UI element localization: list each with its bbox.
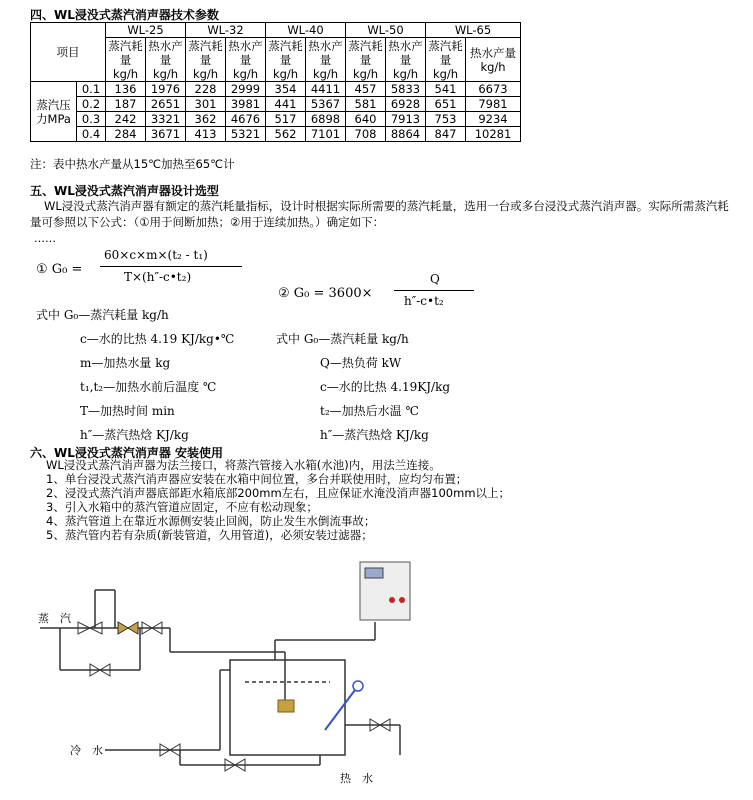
table-cell: 354 (266, 82, 306, 97)
steam-label: 蒸 汽 (38, 613, 71, 625)
def-right: Q—热负荷 kW (320, 356, 402, 370)
formula1-numerator: 60×c×m×(t₂ - t₁) (104, 248, 208, 262)
def-right: h″—蒸汽热焓 KJ/kg (320, 428, 429, 442)
def-right: t₂—加热后水温 ℃ (320, 404, 419, 418)
table-cell: 562 (266, 127, 306, 142)
col-steam: 蒸汽耗量kg/h (186, 38, 226, 82)
table-cell: 3671 (146, 127, 186, 142)
formula1-fraction-bar (100, 266, 242, 267)
def-left: t₁,t₂—加热水前后温度 ℃ (80, 380, 217, 394)
formula2-numerator: Q (430, 272, 440, 286)
def-left: h″—蒸汽热焓 KJ/kg (80, 428, 189, 442)
model-header: WL-65 (426, 23, 521, 38)
table-cell: 7981 (466, 97, 521, 112)
table-cell: 5321 (226, 127, 266, 142)
table-cell: 3321 (146, 112, 186, 127)
model-header: WL-40 (266, 23, 346, 38)
table-cell: 6928 (386, 97, 426, 112)
table-cell: 581 (346, 97, 386, 112)
installation-diagram (20, 560, 440, 790)
table-cell: 6673 (466, 82, 521, 97)
table-note: 注：表中热水产量从15℃加热至65℃计 (30, 157, 235, 171)
ellipsis: …… (34, 232, 56, 245)
model-header: WL-25 (106, 23, 186, 38)
control-display (365, 568, 383, 578)
def-left: 式中 G₀—蒸汽耗量 kg/h (36, 308, 169, 322)
table-cell: 441 (266, 97, 306, 112)
table-cell: 242 (106, 112, 146, 127)
def-left: c—水的比热 4.19 KJ/kg•℃ (80, 332, 235, 346)
install-item: 2、浸没式蒸汽消声器底部距水箱底部200mm左右，且应保证水淹没消声器100mm以上； (46, 486, 511, 500)
pressure-cell: 0.4 (77, 127, 106, 142)
table-cell: 3981 (226, 97, 266, 112)
table-cell: 301 (186, 97, 226, 112)
col-water: 热水产量kg/h (226, 38, 266, 82)
table-cell: 7101 (306, 127, 346, 142)
table-cell: 5367 (306, 97, 346, 112)
pressure-cell: 0.2 (77, 97, 106, 112)
col-steam: 蒸汽耗量kg/h (346, 38, 386, 82)
section6-title: 六、WL浸没式蒸汽消声器 安装使用 (30, 446, 224, 460)
item-header: 项目 (31, 23, 106, 82)
table-cell: 413 (186, 127, 226, 142)
table-cell: 10281 (466, 127, 521, 142)
table-cell: 4676 (226, 112, 266, 127)
table-cell: 228 (186, 82, 226, 97)
table-cell: 136 (106, 82, 146, 97)
table-cell: 187 (106, 97, 146, 112)
indicator-light (399, 597, 405, 603)
col-water: 热水产量kg/h (306, 38, 346, 82)
table-cell: 457 (346, 82, 386, 97)
formula1-label: ① G₀ = (36, 262, 83, 277)
table-cell: 517 (266, 112, 306, 127)
model-header: WL-50 (346, 23, 426, 38)
def-left: m—加热水量 kg (80, 356, 171, 370)
indicator-light (389, 597, 395, 603)
spec-table (30, 22, 521, 142)
table-cell: 2651 (146, 97, 186, 112)
table-cell: 847 (426, 127, 466, 142)
hot-water-label: 热 水 (340, 773, 373, 785)
thermometer-icon (353, 681, 363, 691)
cold-water-label: 冷 水 (70, 745, 103, 757)
table-cell: 8864 (386, 127, 426, 142)
model-header: WL-32 (186, 23, 266, 38)
table-cell: 5833 (386, 82, 426, 97)
install-item: 3、引入水箱中的蒸汽管道应固定，不应有松动现象； (46, 500, 318, 514)
section5-title: 五、WL浸没式蒸汽消声器设计选型 (30, 184, 219, 198)
section5-paragraph: WL浸没式蒸汽消声器有额定的蒸汽耗量指标，设计时根据实际所需要的蒸汽耗量，选用一台或多台浸没式蒸汽消声器。实际所需蒸汽耗量可参照以下公式：（①用于间断加热；②用于连续加热。）确定如下： (30, 199, 729, 229)
pressure-cell: 0.3 (77, 112, 106, 127)
install-item: 4、蒸汽管道上在靠近水源侧安装止回阀，防止发生水倒流事故； (46, 514, 376, 528)
install-item: 5、蒸汽管内若有杂质(新装管道，久用管道)，必须安装过滤器； (46, 528, 373, 542)
table-cell: 541 (426, 82, 466, 97)
solenoid-valve-icon (118, 622, 128, 634)
table-cell: 7913 (386, 112, 426, 127)
col-steam: 蒸汽耗量kg/h (426, 38, 466, 82)
formula2-fraction-bar (394, 290, 474, 291)
table-cell: 9234 (466, 112, 521, 127)
table-cell: 284 (106, 127, 146, 142)
row-header: 蒸汽压力MPa (31, 82, 77, 142)
table-cell: 2999 (226, 82, 266, 97)
table-cell: 651 (426, 97, 466, 112)
table-cell: 708 (346, 127, 386, 142)
col-water: 热水产量kg/h (146, 38, 186, 82)
def-right: c—水的比热 4.19KJ/kg (320, 380, 451, 394)
table-cell: 753 (426, 112, 466, 127)
def-right: 式中 G₀—蒸汽耗量 kg/h (276, 332, 409, 346)
install-item: 1、单台浸没式蒸汽消声器应安装在水箱中间位置，多台并联使用时，应均匀布置； (46, 472, 468, 486)
col-water: 热水产量kg/h (386, 38, 426, 82)
col-steam: 蒸汽耗量kg/h (266, 38, 306, 82)
table-cell: 362 (186, 112, 226, 127)
formula2-label: ② G₀ = 3600× (278, 286, 373, 301)
table-cell: 1976 (146, 82, 186, 97)
def-left: T—加热时间 min (80, 404, 175, 418)
table-cell: 640 (346, 112, 386, 127)
steam-muffler-icon (278, 700, 294, 712)
table-cell: 6898 (306, 112, 346, 127)
pressure-cell: 0.1 (77, 82, 106, 97)
col-steam: 蒸汽耗量kg/h (106, 38, 146, 82)
formula2-denominator: h″-c•t₂ (404, 294, 444, 308)
install-intro: WL浸没式蒸汽消声器为法兰接口，将蒸汽管接入水箱(水池)内，用法兰连接。 (46, 458, 441, 472)
formula1-denominator: T×(h″-c•t₂) (124, 270, 192, 284)
section4-title: 四、WL浸没式蒸汽消声器技术参数 (30, 8, 219, 22)
col-water: 热水产量kg/h (466, 38, 521, 82)
table-cell: 4411 (306, 82, 346, 97)
